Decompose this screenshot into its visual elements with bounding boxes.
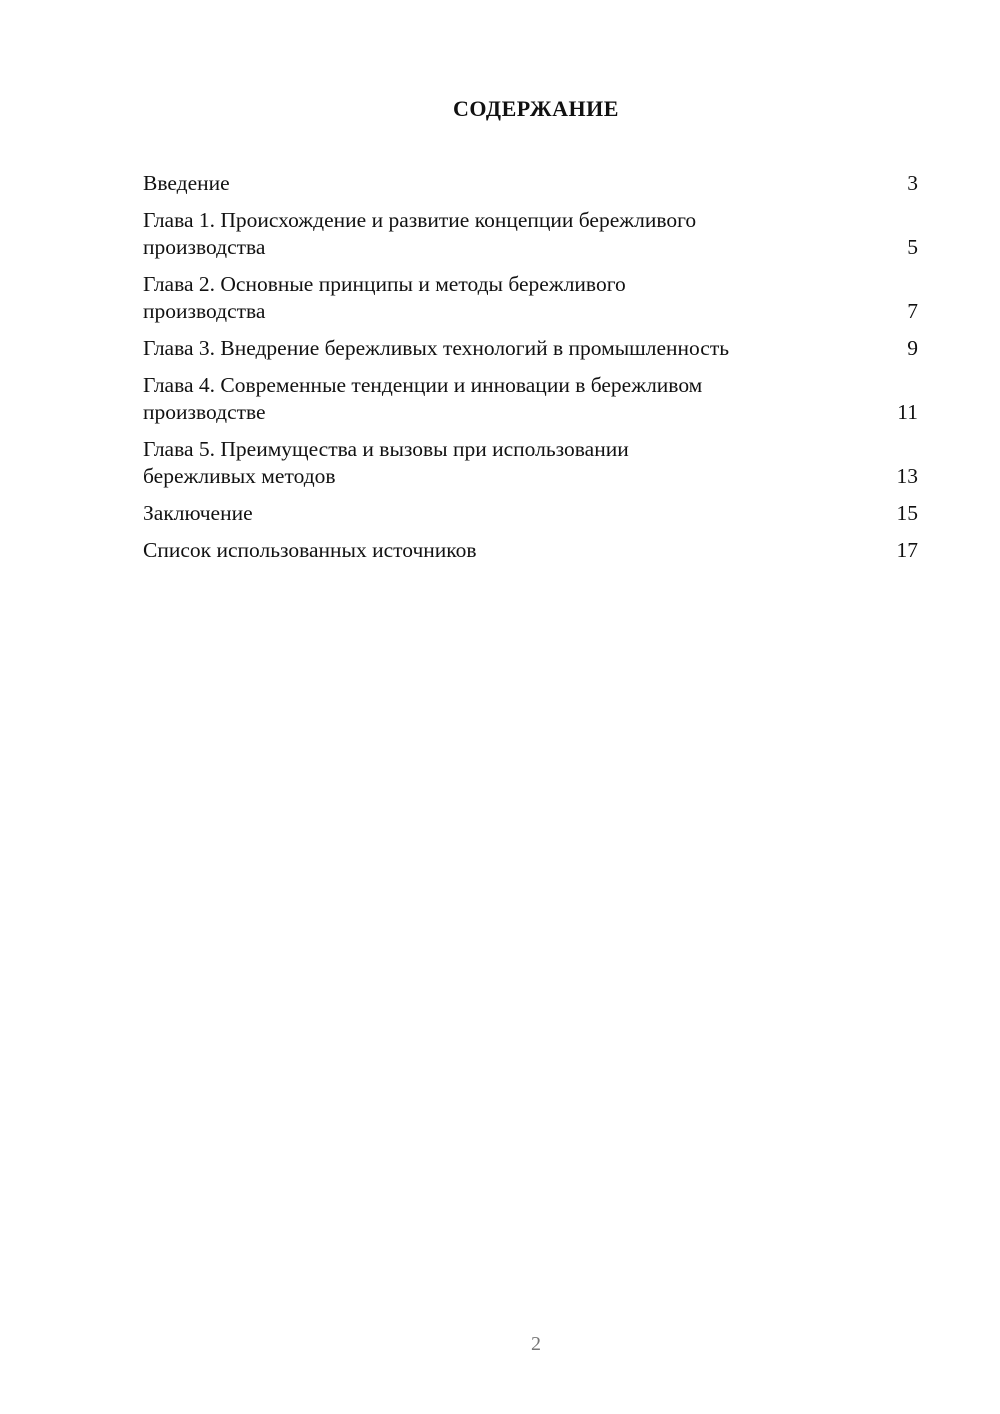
toc-entry-page: 5 xyxy=(907,235,918,259)
toc-entry-introduction xyxy=(143,170,918,197)
toc-entry-chapter-2 xyxy=(143,271,918,325)
toc-entry-label: Глава 2. Основные принципы и методы бережливого производства xyxy=(143,272,626,323)
table-of-contents xyxy=(143,170,918,574)
toc-entry-page: 9 xyxy=(907,336,918,360)
toc-entry-label: Глава 1. Происхождение и развитие концепции бережливого производства xyxy=(143,208,697,259)
toc-title: СОДЕРЖАНИЕ xyxy=(453,96,619,121)
toc-entry-conclusion xyxy=(143,500,918,527)
toc-entry-page: 3 xyxy=(907,171,918,195)
toc-entry-label: Список использованных источников xyxy=(143,538,477,562)
toc-entry-label: Глава 4. Современные тенденции и инновации в бережливом производстве xyxy=(143,373,703,424)
toc-entry-label: Введение xyxy=(143,171,230,195)
toc-entry-page: 7 xyxy=(907,299,918,323)
page-number: 2 xyxy=(531,1333,541,1355)
toc-entry-label: Глава 3. Внедрение бережливых технологий в промышленность xyxy=(143,336,730,360)
toc-entry-chapter-5 xyxy=(143,436,918,490)
toc-entry-chapter-1 xyxy=(143,207,918,261)
toc-entry-page: 17 xyxy=(896,538,918,562)
toc-entry-label: Глава 5. Преимущества и вызовы при использовании бережливых методов xyxy=(143,437,629,488)
toc-entry-page: 15 xyxy=(896,501,918,525)
toc-entry-label: Заключение xyxy=(143,501,253,525)
toc-entry-page: 11 xyxy=(897,400,918,424)
toc-entry-chapter-4 xyxy=(143,372,918,426)
toc-entry-page: 13 xyxy=(896,464,918,488)
toc-entry-chapter-3 xyxy=(143,335,918,362)
toc-entry-references xyxy=(143,537,918,564)
